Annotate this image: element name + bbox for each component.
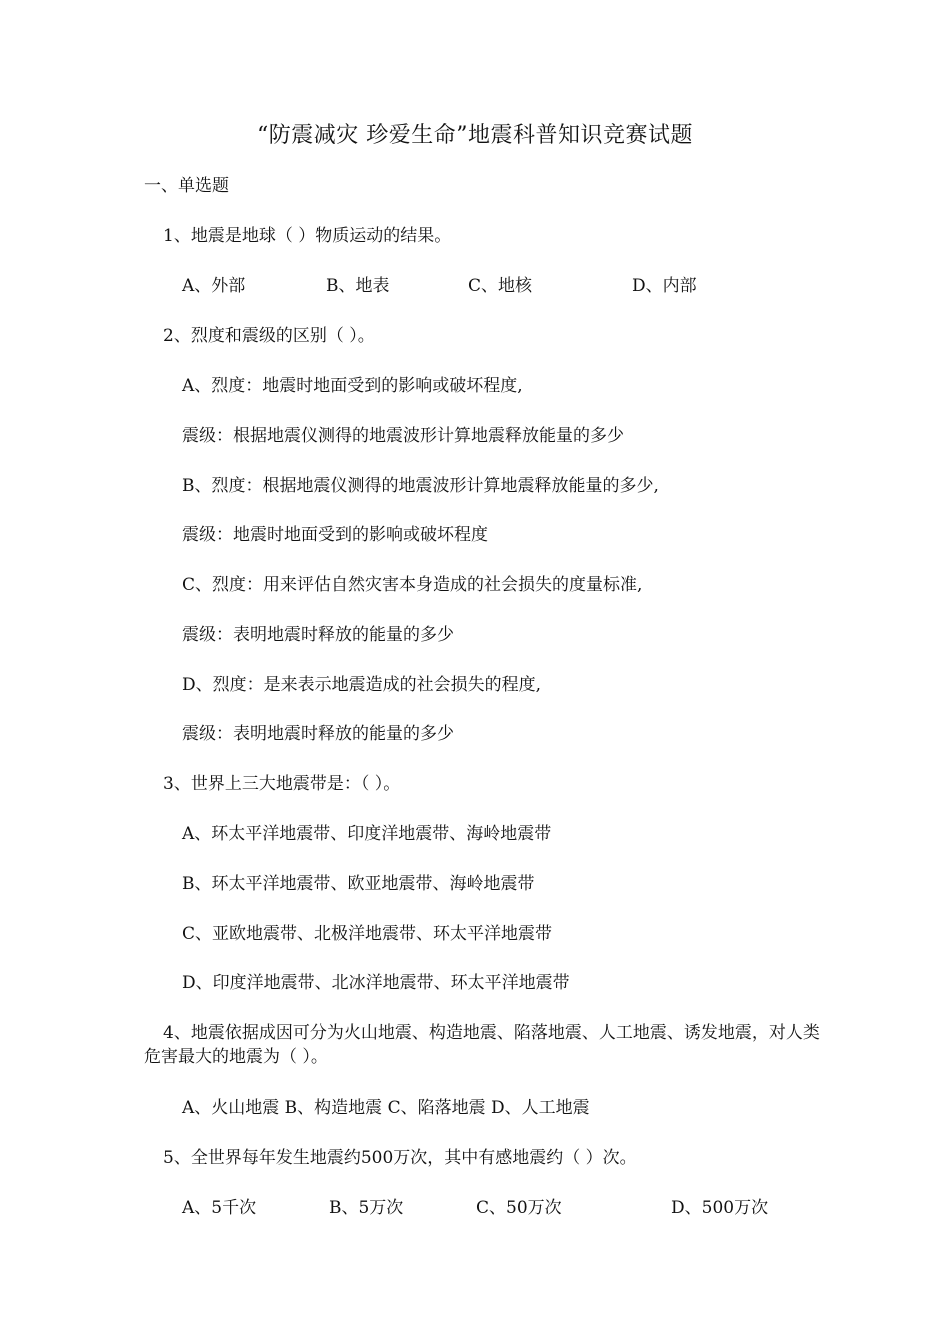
q5-option-c: C、50万次 <box>476 1198 562 1218</box>
q2-option-b-line1: B、烈度：根据地震仪测得的地震波形计算地震释放能量的多少, <box>182 476 659 496</box>
q3-option-d: D、印度洋地震带、北冰洋地震带、环太平洋地震带 <box>182 973 570 993</box>
q2-option-c-line1: C、烈度：用来评估自然灾害本身造成的社会损失的度量标准, <box>182 575 643 595</box>
q3-option-c: C、亚欧地震带、北极洋地震带、环太平洋地震带 <box>182 924 553 944</box>
q1-option-b: B、地表 <box>326 276 390 296</box>
question-5: 5、全世界每年发生地震约500万次，其中有感地震约（ ）次。 <box>163 1148 637 1168</box>
q2-option-a-line2: 震级：根据地震仪测得的地震波形计算地震释放能量的多少 <box>182 426 624 446</box>
q2-option-b-line2: 震级：地震时地面受到的影响或破坏程度 <box>182 525 488 545</box>
q2-option-d-line2: 震级：表明地震时释放的能量的多少 <box>182 724 454 744</box>
q3-option-a: A、环太平洋地震带、印度洋地震带、海岭地震带 <box>182 824 552 844</box>
q2-option-c-line2: 震级：表明地震时释放的能量的多少 <box>182 625 454 645</box>
q5-option-d: D、500万次 <box>671 1198 769 1218</box>
q1-option-a: A、外部 <box>182 276 246 296</box>
q2-option-d-line1: D、烈度：是来表示地震造成的社会损失的程度, <box>182 675 542 695</box>
document-title: “防震减灾 珍爱生命”地震科普知识竞赛试题 <box>257 123 693 148</box>
q1-option-c: C、地核 <box>468 276 533 296</box>
question-4: 4、地震依据成因可分为火山地震、构造地震、陷落地震、人工地震、诱发地震，对人类危害最大的地震为（ ）。 <box>144 1023 820 1067</box>
q4-options: A、火山地震 B、构造地震 C、陷落地震 D、人工地震 <box>182 1098 590 1118</box>
question-1: 1、地震是地球（ ）物质运动的结果。 <box>163 226 452 246</box>
q5-option-a: A、5千次 <box>182 1198 257 1218</box>
section-heading: 一、单选题 <box>144 176 229 196</box>
q2-option-a-line1: A、烈度：地震时地面受到的影响或破坏程度, <box>182 376 523 396</box>
q5-option-b: B、5万次 <box>329 1198 404 1218</box>
q1-option-d: D、内部 <box>632 276 697 296</box>
question-2: 2、烈度和震级的区别（ ）。 <box>163 326 375 346</box>
q3-option-b: B、环太平洋地震带、欧亚地震带、海岭地震带 <box>182 874 535 894</box>
question-3: 3、世界上三大地震带是：（ ）。 <box>163 774 401 794</box>
